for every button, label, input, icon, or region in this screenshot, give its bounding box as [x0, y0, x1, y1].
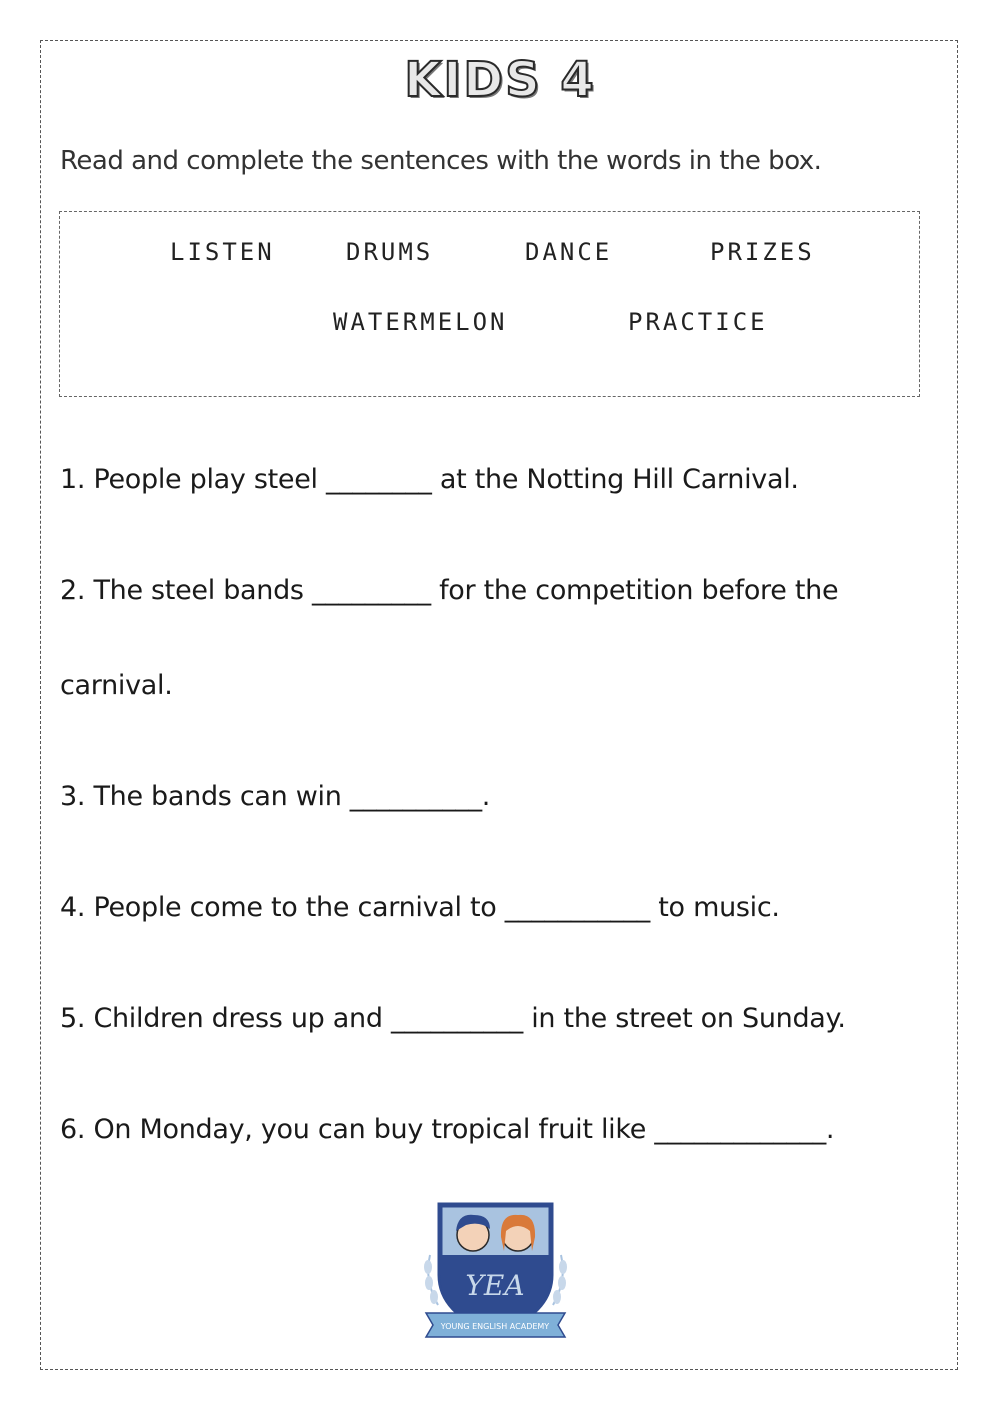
- sentence-4: 4. People come to the carnival to ___________ to music.: [60, 892, 780, 923]
- word-listen: LISTEN: [170, 238, 275, 266]
- word-drums: DRUMS: [346, 238, 434, 266]
- page-title: KIDS 4: [404, 52, 596, 108]
- sentence-5: 5. Children dress up and __________ in the street on Sunday.: [60, 1003, 846, 1034]
- word-watermelon: WATERMELON: [333, 308, 508, 336]
- word-practice: PRACTICE: [628, 308, 768, 336]
- word-prizes: PRIZES: [710, 238, 815, 266]
- sentence-2-continued: carnival.: [60, 670, 173, 701]
- sentence-3: 3. The bands can win __________.: [60, 781, 491, 812]
- sentence-2: 2. The steel bands _________ for the competition before the: [60, 575, 839, 606]
- school-crest-logo: [418, 1195, 573, 1345]
- sentence-1: 1. People play steel ________ at the Notting Hill Carnival.: [60, 464, 799, 495]
- word-dance: DANCE: [525, 238, 613, 266]
- crest-banner-text: YOUNG ENGLISH ACADEMY: [440, 1322, 550, 1331]
- instructions: Read and complete the sentences with the words in the box.: [60, 146, 822, 176]
- sentence-6: 6. On Monday, you can buy tropical fruit like _____________.: [60, 1114, 835, 1145]
- crest-monogram: YEA: [465, 1269, 525, 1302]
